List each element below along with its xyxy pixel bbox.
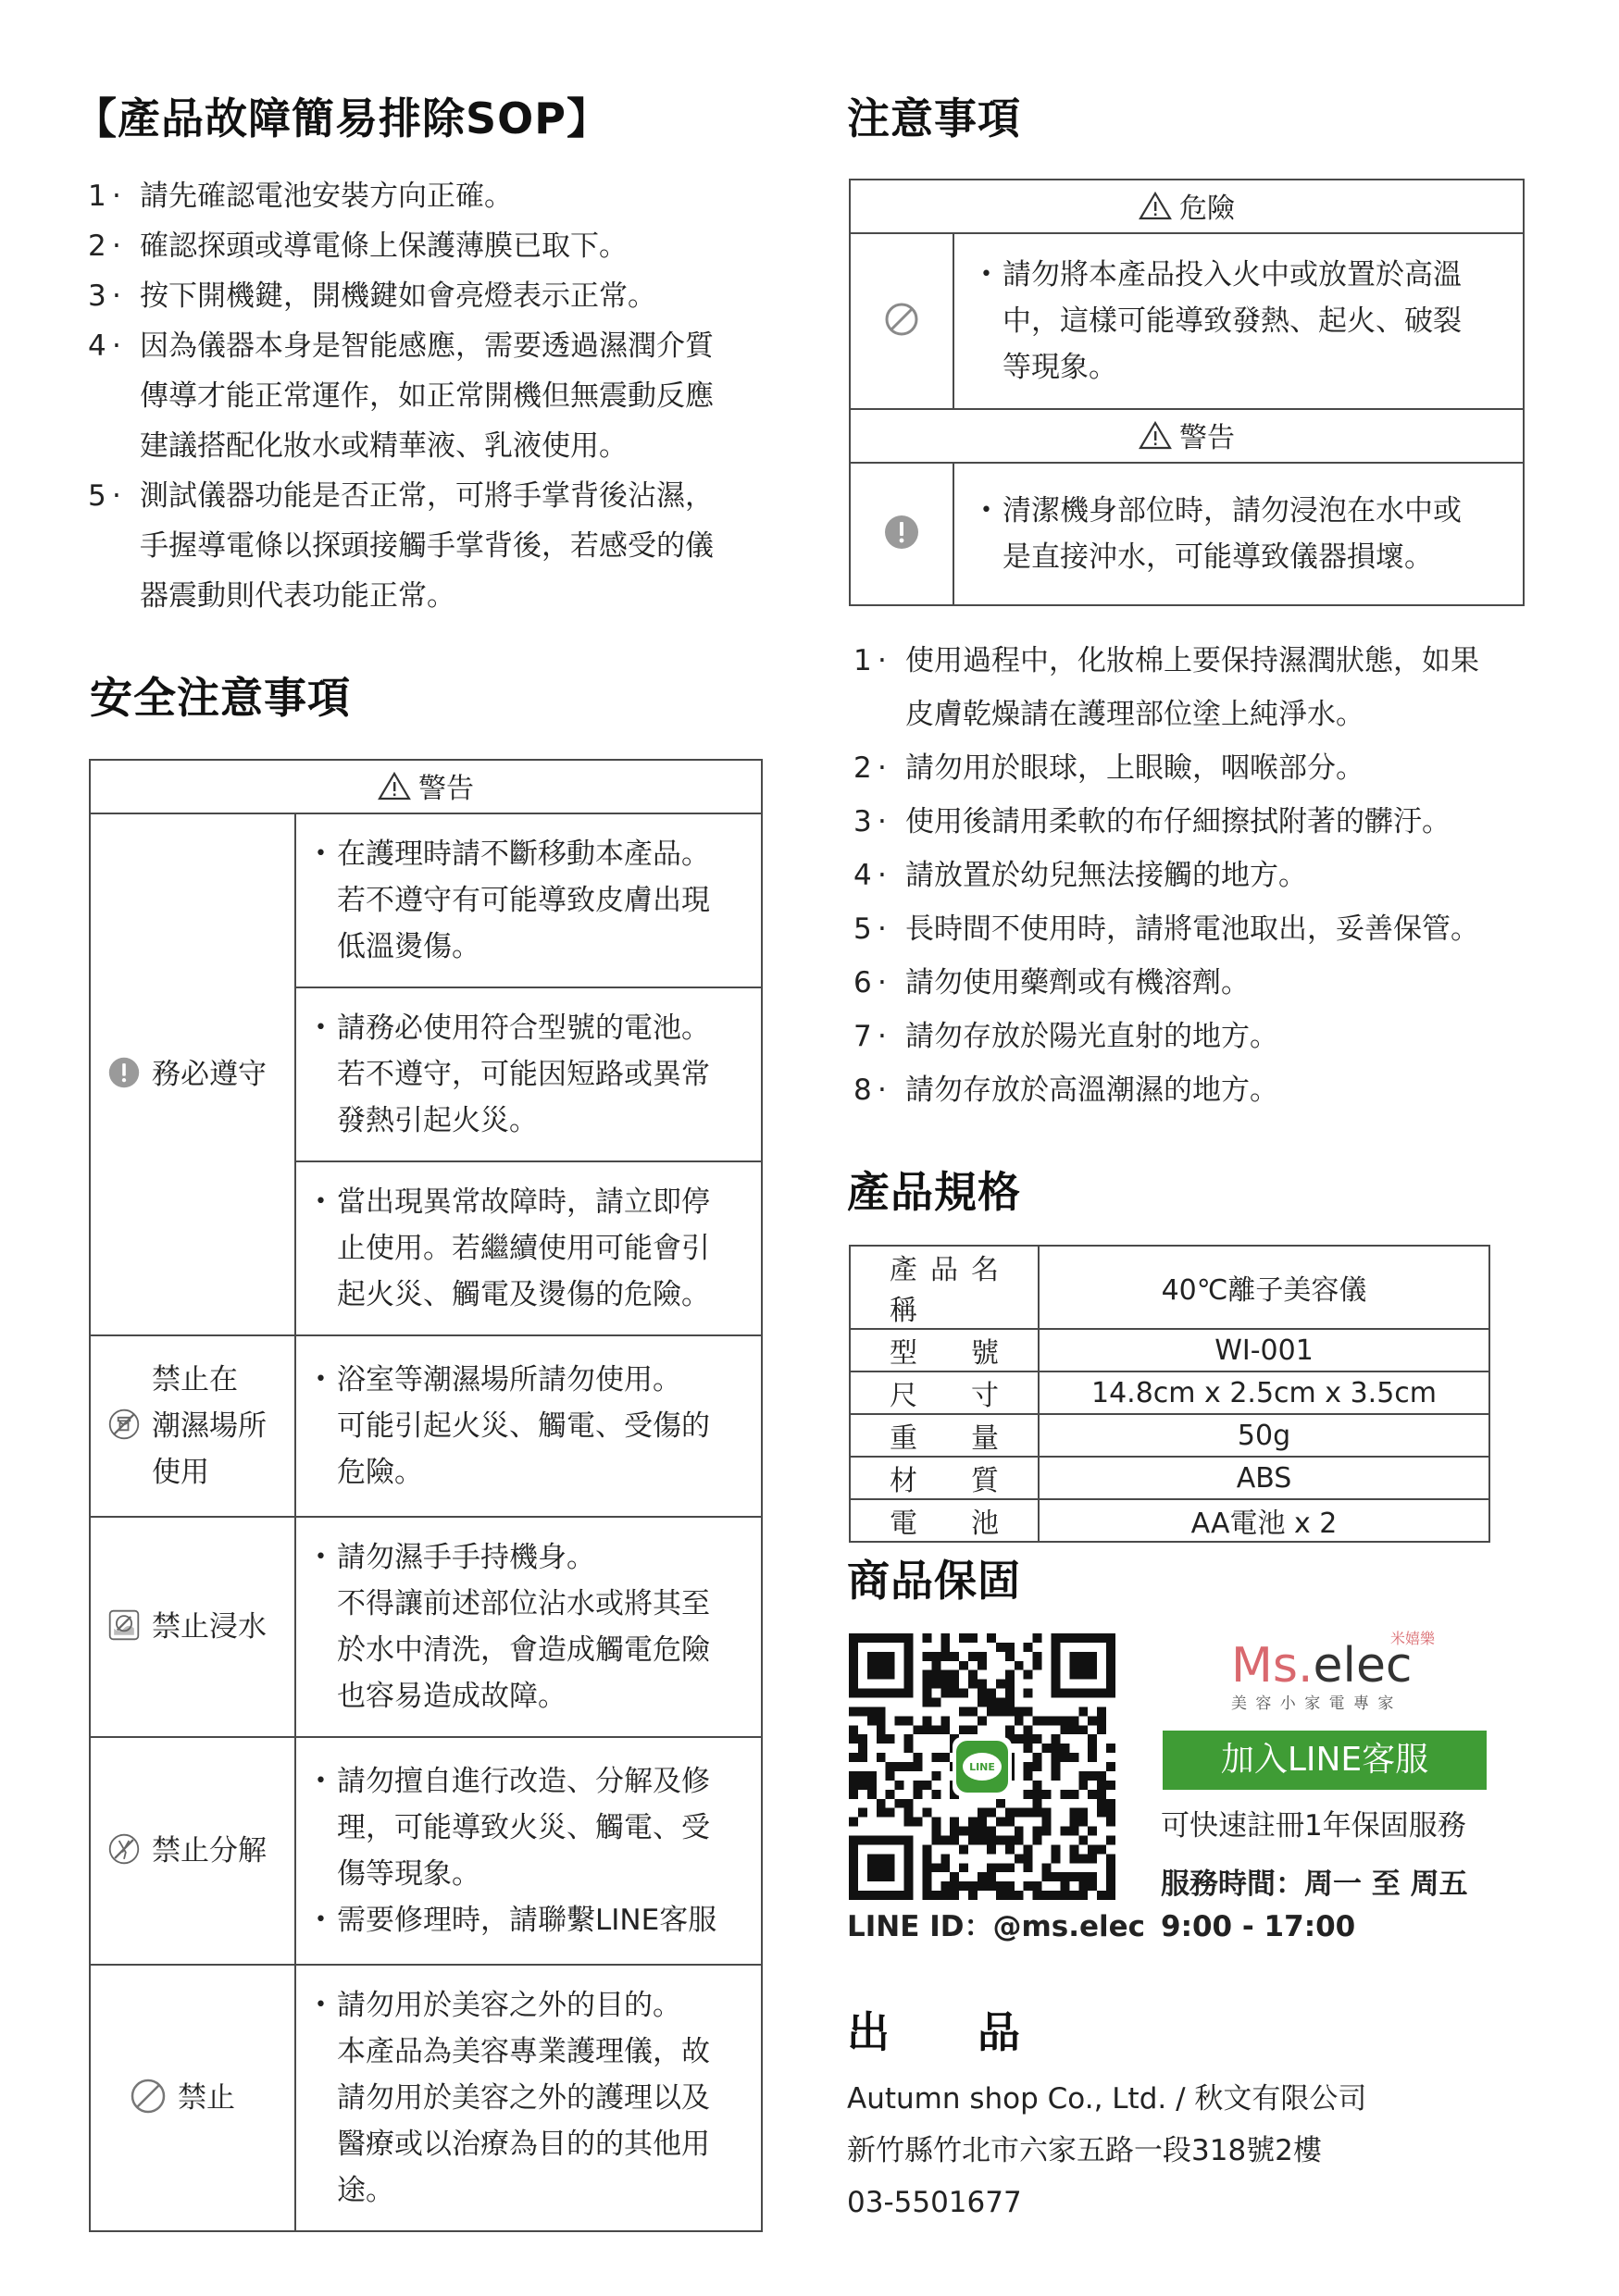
maker-title: 出 品 bbox=[847, 2007, 1021, 2057]
bullet-item bbox=[315, 1534, 744, 1719]
text-line: • 請務必使用符合型號的電池。 bbox=[337, 1011, 710, 1045]
bullet-item bbox=[315, 1357, 744, 1496]
safety-text-cell bbox=[295, 1737, 762, 1965]
join-line-button[interactable]: 加入LINE客服 bbox=[1163, 1731, 1487, 1790]
warning-triangle-icon bbox=[1139, 191, 1172, 228]
text-line: • 清潔機身部位時，請勿浸泡在水中或 bbox=[1003, 494, 1462, 527]
safety-label bbox=[91, 1051, 294, 1098]
safety-row bbox=[90, 1517, 762, 1737]
text-line: 止使用。若繼續使用可能會引 bbox=[337, 1232, 710, 1265]
safety-label-text: 禁止浸水 bbox=[152, 1610, 267, 1644]
text-line: 若不遵守，可能因短路或異常 bbox=[337, 1058, 710, 1091]
spec-value: WI-001 bbox=[1039, 1329, 1489, 1371]
prohibited-icon bbox=[883, 324, 920, 341]
prohibited-icon bbox=[130, 2078, 167, 2118]
no-immersion-icon bbox=[107, 1608, 141, 1645]
list-number: 7 · bbox=[853, 1010, 905, 1063]
line-qr-code[interactable] bbox=[849, 1633, 1115, 1900]
text-line: 不得讓前述部位沾水或將其至 bbox=[337, 1587, 710, 1620]
safety-row bbox=[90, 1965, 762, 2231]
spec-table bbox=[849, 1245, 1490, 1543]
bullet-item bbox=[315, 1982, 744, 2214]
spec-value: 40℃離子美容儀 bbox=[1039, 1246, 1489, 1329]
safety-label-cell bbox=[90, 1517, 295, 1737]
spec-row bbox=[850, 1371, 1489, 1414]
danger-icon-cell bbox=[850, 233, 953, 409]
spec-row bbox=[850, 1499, 1489, 1542]
list-item bbox=[853, 634, 1538, 741]
safety-text-cell bbox=[295, 813, 762, 987]
list-item bbox=[88, 471, 791, 621]
list-number: 5 · bbox=[853, 902, 905, 956]
no-wet-place-icon bbox=[107, 1408, 141, 1445]
maker-company: Autumn shop Co., Ltd. / 秋文有限公司 bbox=[847, 2082, 1367, 2116]
service-hours-time: 9:00 - 17:00 bbox=[1161, 1910, 1356, 1943]
safety-text-cell bbox=[295, 1161, 762, 1335]
safety-label-text bbox=[152, 1357, 267, 1496]
text-line: • 在護理時請不斷移動本產品。 bbox=[337, 838, 710, 871]
text-line: 確認探頭或導電條上保護薄膜已取下。 bbox=[140, 230, 628, 263]
text-line: 途。 bbox=[337, 2174, 394, 2207]
text-line: 請先確認電池安裝方向正確。 bbox=[140, 180, 513, 213]
safety-row bbox=[90, 1335, 762, 1517]
text-line: • 浴室等潮濕場所請勿使用。 bbox=[337, 1363, 681, 1396]
list-number: 4 · bbox=[853, 849, 905, 902]
danger-header: 危險 bbox=[850, 180, 1524, 233]
text-line: 等現象。 bbox=[1003, 351, 1117, 384]
text-line: • 需要修理時，請聯繫LINE客服 bbox=[337, 1904, 717, 1937]
safety-row bbox=[90, 1737, 762, 1965]
line-badge-icon: LINE bbox=[953, 1737, 1012, 1796]
list-item bbox=[853, 1010, 1538, 1063]
sop-list bbox=[88, 171, 791, 621]
spec-value: 50g bbox=[1039, 1414, 1489, 1457]
spec-row bbox=[850, 1246, 1489, 1329]
list-item bbox=[853, 849, 1538, 902]
safety-row bbox=[90, 813, 762, 987]
list-item bbox=[853, 795, 1538, 849]
no-disassembly-icon bbox=[107, 1832, 141, 1869]
text-line: 測試儀器功能是否正常，可將手掌背後沾濕， bbox=[140, 479, 714, 513]
danger-text bbox=[953, 233, 1524, 409]
text-line: 請勿存放於陽光直射的地方。 bbox=[905, 1020, 1278, 1053]
safety-label-text: 禁止分解 bbox=[152, 1834, 267, 1868]
list-number: 1 · bbox=[853, 634, 905, 688]
warranty-title: 商品保固 bbox=[847, 1556, 1021, 1606]
list-number: 1 · bbox=[88, 171, 140, 221]
text-line: 禁止在 bbox=[152, 1363, 238, 1396]
list-item bbox=[853, 1063, 1538, 1117]
list-item bbox=[88, 221, 791, 271]
safety-label-text: 禁止 bbox=[178, 2081, 235, 2115]
warning-triangle-icon bbox=[1139, 420, 1172, 457]
text-line: • 請勿將本產品投入火中或放置於高溫 bbox=[1003, 258, 1462, 292]
text-line: 使用過程中，化妝棉上要保持濕潤狀態，如果 bbox=[905, 644, 1479, 677]
text-line: 中，這樣可能導致發熱、起火、破裂 bbox=[1003, 304, 1462, 338]
bullet-item bbox=[315, 1005, 744, 1144]
safety-header bbox=[90, 760, 762, 813]
maker-address: 新竹縣竹北市六家五路一段318號2樓 bbox=[847, 2134, 1322, 2167]
text-line: 是直接沖水，可能導致儀器損壞。 bbox=[1003, 540, 1433, 574]
line-id: LINE ID：@ms.elec bbox=[847, 1910, 1146, 1943]
text-line: 發熱引起火災。 bbox=[337, 1104, 538, 1137]
text-line: 傷等現象。 bbox=[337, 1857, 480, 1891]
spec-key: 產品名稱 bbox=[850, 1246, 1039, 1329]
list-number: 3 · bbox=[853, 795, 905, 849]
list-item bbox=[853, 956, 1538, 1010]
text-line: 請放置於幼兒無法接觸的地方。 bbox=[905, 859, 1307, 892]
warning-header: 警告 bbox=[850, 409, 1524, 463]
list-item bbox=[853, 902, 1538, 956]
safety-text-cell bbox=[295, 1335, 762, 1517]
list-number: 5 · bbox=[88, 471, 140, 521]
spec-row bbox=[850, 1457, 1489, 1499]
text-line: 建議搭配化妝水或精華液、乳液使用。 bbox=[140, 429, 628, 463]
list-item bbox=[88, 171, 791, 221]
text-line: 低溫燙傷。 bbox=[337, 930, 480, 963]
spec-key: 尺寸 bbox=[850, 1371, 1039, 1414]
safety-text-cell bbox=[295, 987, 762, 1161]
safety-title: 安全注意事項 bbox=[90, 673, 351, 723]
safety-label-cell bbox=[90, 1335, 295, 1517]
safety-label-cell bbox=[90, 1965, 295, 2231]
safety-label-text: 務必遵守 bbox=[152, 1058, 267, 1091]
caution-table bbox=[849, 179, 1525, 606]
spec-row bbox=[850, 1414, 1489, 1457]
brand-sub: 米嬉樂 bbox=[1389, 1630, 1435, 1647]
list-item bbox=[853, 741, 1538, 795]
text-line: 潮濕場所 bbox=[152, 1409, 267, 1443]
text-line: 手握導電條以探頭接觸手掌背後，若感受的儀 bbox=[140, 529, 714, 563]
list-item bbox=[88, 321, 791, 471]
service-hours-label: 服務時間：周一 至 周五 bbox=[1161, 1868, 1468, 1901]
text-line: 也容易造成故障。 bbox=[337, 1680, 567, 1713]
text-line: 皮膚乾燥請在護理部位塗上純淨水。 bbox=[905, 698, 1364, 731]
bullet-item bbox=[315, 1897, 744, 1943]
spec-key: 型號 bbox=[850, 1329, 1039, 1371]
text-line: 請勿使用藥劑或有機溶劑。 bbox=[905, 966, 1250, 999]
safety-header-label: 警告 bbox=[418, 773, 474, 805]
text-line: • 當出現異常故障時，請立即停 bbox=[337, 1185, 710, 1219]
warranty-note: 可快速註冊1年保固服務 bbox=[1161, 1809, 1466, 1843]
list-item bbox=[88, 271, 791, 321]
text-line: 醫療或以治療為目的的其他用 bbox=[337, 2128, 710, 2161]
list-number: 2 · bbox=[88, 221, 140, 271]
text-line: 使用後請用柔軟的布仔細擦拭附著的髒汙。 bbox=[905, 805, 1451, 838]
text-line: 因為儀器本身是智能感應，需要透過濕潤介質 bbox=[140, 329, 714, 363]
text-line: 按下開機鍵，開機鍵如會亮燈表示正常。 bbox=[140, 279, 656, 313]
bullet-item bbox=[315, 1758, 744, 1897]
spec-key: 重量 bbox=[850, 1414, 1039, 1457]
brand-tagline: 美 容 小 家 電 專 家 bbox=[1231, 1694, 1396, 1713]
safety-text-cell bbox=[295, 1517, 762, 1737]
warning-text bbox=[953, 463, 1524, 605]
exclamation-circle-icon bbox=[107, 1056, 141, 1093]
list-number: 4 · bbox=[88, 321, 140, 371]
text-line: • 請勿濕手手持機身。 bbox=[337, 1541, 595, 1574]
caution-list bbox=[853, 634, 1538, 1117]
text-line: 請勿存放於高溫潮濕的地方。 bbox=[905, 1074, 1278, 1107]
caution-title: 注意事項 bbox=[847, 93, 1021, 143]
warning-triangle-icon bbox=[378, 771, 411, 808]
list-number: 3 · bbox=[88, 271, 140, 321]
safety-label bbox=[91, 1828, 294, 1874]
safety-label-cell bbox=[90, 1737, 295, 1965]
text-line: 傳導才能正常運作，如正常開機但無震動反應 bbox=[140, 379, 714, 413]
text-line: 本產品為美容專業護理儀，故 bbox=[337, 2035, 710, 2068]
spec-row bbox=[850, 1329, 1489, 1371]
text-line: 使用 bbox=[152, 1456, 209, 1489]
text-line: 長時間不使用時，請將電池取出，妥善保管。 bbox=[905, 912, 1479, 946]
safety-label bbox=[91, 2075, 294, 2121]
text-line: • 請勿擅自進行改造、分解及修 bbox=[337, 1765, 710, 1798]
spec-key: 材質 bbox=[850, 1457, 1039, 1499]
warning-icon-cell bbox=[850, 463, 953, 605]
maker-phone: 03-5501677 bbox=[847, 2186, 1022, 2219]
sop-title: 【產品故障簡易排除SOP】 bbox=[74, 93, 610, 143]
text-line: 請勿用於眼球，上眼瞼，咽喉部分。 bbox=[905, 751, 1364, 785]
text-line: 可能引起火災、觸電、受傷的 bbox=[337, 1409, 710, 1443]
text-line: • 請勿用於美容之外的目的。 bbox=[337, 1989, 681, 2022]
text-line: 危險。 bbox=[337, 1456, 423, 1489]
text-line: 起火災、觸電及燙傷的危險。 bbox=[337, 1278, 710, 1311]
safety-label bbox=[91, 1357, 294, 1496]
brand-name: Ms.elec bbox=[1231, 1638, 1413, 1694]
spec-value: ABS bbox=[1039, 1457, 1489, 1499]
safety-table bbox=[89, 759, 763, 2232]
text-line: 於水中清洗，會造成觸電危險 bbox=[337, 1633, 710, 1667]
list-number: 2 · bbox=[853, 741, 905, 795]
text-line: 器震動則代表功能正常。 bbox=[140, 579, 455, 613]
safety-label bbox=[91, 1604, 294, 1650]
text-line: 若不遵守有可能導致皮膚出現 bbox=[337, 884, 710, 917]
list-number: 6 · bbox=[853, 956, 905, 1010]
safety-text-cell bbox=[295, 1965, 762, 2231]
bullet-item bbox=[315, 831, 744, 970]
exclamation-circle-icon bbox=[883, 537, 920, 554]
text-line: 理，可能導致火災、觸電、受 bbox=[337, 1811, 710, 1844]
spec-value: AA電池 x 2 bbox=[1039, 1499, 1489, 1542]
text-line: 請勿用於美容之外的護理以及 bbox=[337, 2081, 710, 2115]
bullet-item bbox=[315, 1179, 744, 1318]
spec-title: 產品規格 bbox=[847, 1167, 1021, 1217]
list-number: 8 · bbox=[853, 1063, 905, 1117]
spec-value: 14.8cm x 2.5cm x 3.5cm bbox=[1039, 1371, 1489, 1414]
spec-key: 電池 bbox=[850, 1499, 1039, 1542]
safety-label-cell bbox=[90, 813, 295, 1335]
